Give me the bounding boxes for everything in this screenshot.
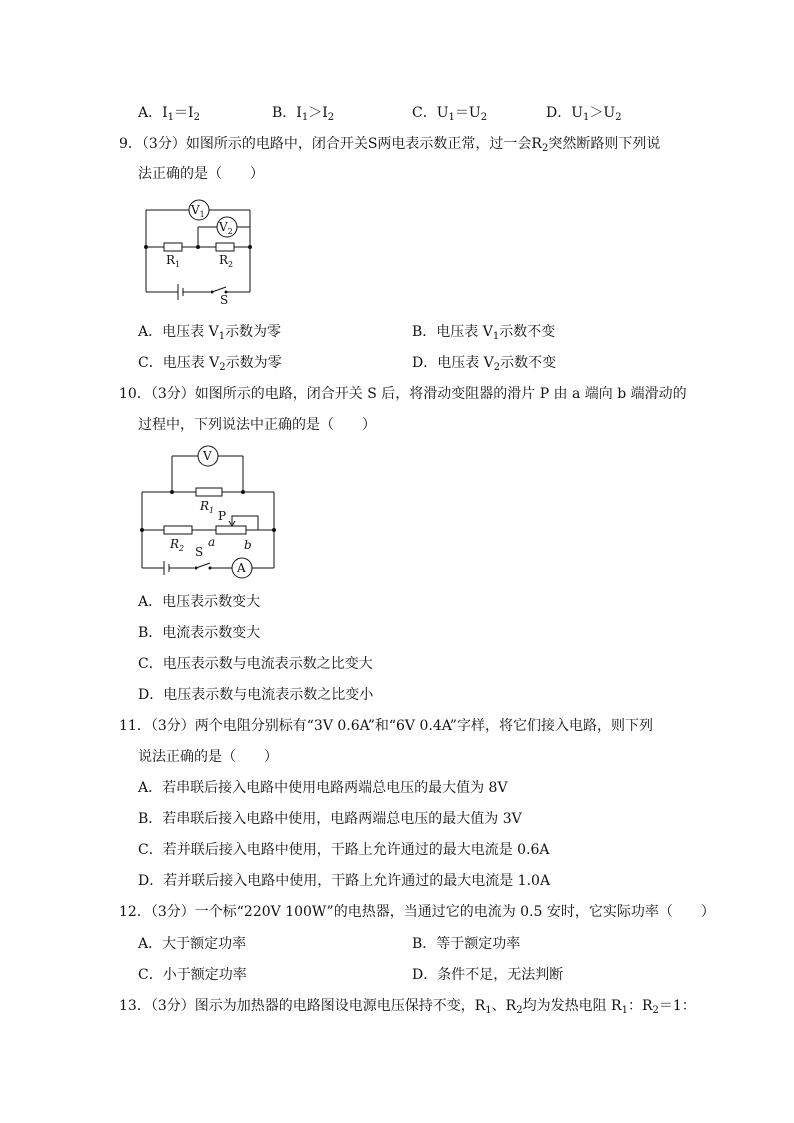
- q8-option-b: B．$I_1>I_2$: [272, 105, 335, 123]
- r2-label: $R_2$: [219, 253, 234, 269]
- q9-stem-line2: 法正确的是（ ）: [138, 166, 264, 182]
- q10-stem-line2: 过程中，下列说法中正确的是（ ）: [138, 417, 376, 433]
- q9-circuit-figure: [138, 196, 262, 308]
- a-label: A: [237, 561, 246, 575]
- q10-option-c: C．电压表示数与电流表示数之比变大: [138, 656, 373, 672]
- q12-option-c: C．小于额定功率: [138, 967, 247, 983]
- switch-label: S: [220, 293, 229, 307]
- q11-stem-line1: 11．（3分）两个电阻分别标有“3V 0.6A”和“6V 0.4A”字样，将它们接入电路，则下列: [119, 718, 653, 734]
- q8-option-a: A．$I_1=I_2$: [138, 105, 200, 123]
- r2-resistor: [164, 526, 192, 534]
- q12-stem: 12．（3分）一个标“220V 100W”的电热器，当通过它的电流为 0.5 安时，它实际功率（ ）: [119, 904, 715, 920]
- switch-s: [196, 563, 210, 568]
- r1-label: $R_1$: [200, 499, 215, 515]
- rheostat: [216, 526, 246, 534]
- v1-label: $V_1$: [191, 203, 205, 219]
- r1-resistor: [196, 488, 222, 496]
- q8-option-d: D．$U_1>U_2$: [546, 105, 622, 123]
- q10-circuit-figure: [138, 442, 280, 580]
- v2-label: $V_2$: [219, 220, 233, 236]
- q8-option-c: C．$U_1=U_2$: [412, 105, 488, 123]
- switch-label: S: [195, 545, 204, 559]
- q9-option-a: A．电压表 $V_1$示数为零: [138, 324, 282, 342]
- q11-option-b: B．若串联后接入电路中使用，电路两端总电压的最大值为 3V: [138, 811, 522, 827]
- r2-resistor: [216, 243, 234, 251]
- q10-option-a: A．电压表示数变大: [138, 594, 261, 610]
- q9-stem-line1: 9．（3分）如图所示的电路中，闭合开关S两电表示数正常，过一会$R_2$突然断路则下列说: [119, 136, 661, 154]
- q13-stem: 13．（3分）图示为加热器的电路图设电源电压保持不变，$R_1$、$R_2$均为发热电阻 $R_1$：$R_2=1$：: [119, 998, 696, 1016]
- r1-resistor: [164, 243, 182, 251]
- q12-option-b: B．等于额定功率: [412, 936, 521, 952]
- q11-option-c: C．若并联后接入电路中使用，干路上允许通过的最大电流是 0.6A: [138, 842, 550, 858]
- q10-stem-line1: 10．（3分）如图所示的电路，闭合开关 S 后，将滑动变阻器的滑片 P 由 a 端向 b 端滑动的: [119, 386, 687, 402]
- q12-option-d: D．条件不足，无法判断: [412, 967, 564, 983]
- q12-option-a: A．大于额定功率: [138, 936, 247, 952]
- slider-p-label: P: [218, 509, 227, 523]
- q11-option-d: D．若并联后接入电路中使用，干路上允许通过的最大电流是 1.0A: [138, 873, 551, 889]
- r1-label: $R_1$: [166, 253, 181, 269]
- q11-option-a: A．若串联后接入电路中使用电路两端总电压的最大值为 8V: [138, 780, 508, 796]
- q9-option-d: D．电压表 $V_2$示数不变: [412, 355, 557, 373]
- q10-option-d: D．电压表示数与电流表示数之比变小: [138, 687, 374, 703]
- switch-s: [212, 287, 226, 292]
- q9-option-b: B．电压表 $V_1$示数不变: [412, 324, 556, 342]
- v-label: V: [203, 449, 212, 463]
- q9-option-c: C．电压表 $V_2$示数为零: [138, 355, 282, 373]
- q11-stem-line2: 说法正确的是（ ）: [138, 749, 278, 765]
- end-b-label: b: [244, 538, 252, 552]
- q10-option-b: B．电流表示数变大: [138, 625, 261, 641]
- end-a-label: a: [208, 535, 216, 549]
- r2-label: $R_2$: [170, 537, 185, 553]
